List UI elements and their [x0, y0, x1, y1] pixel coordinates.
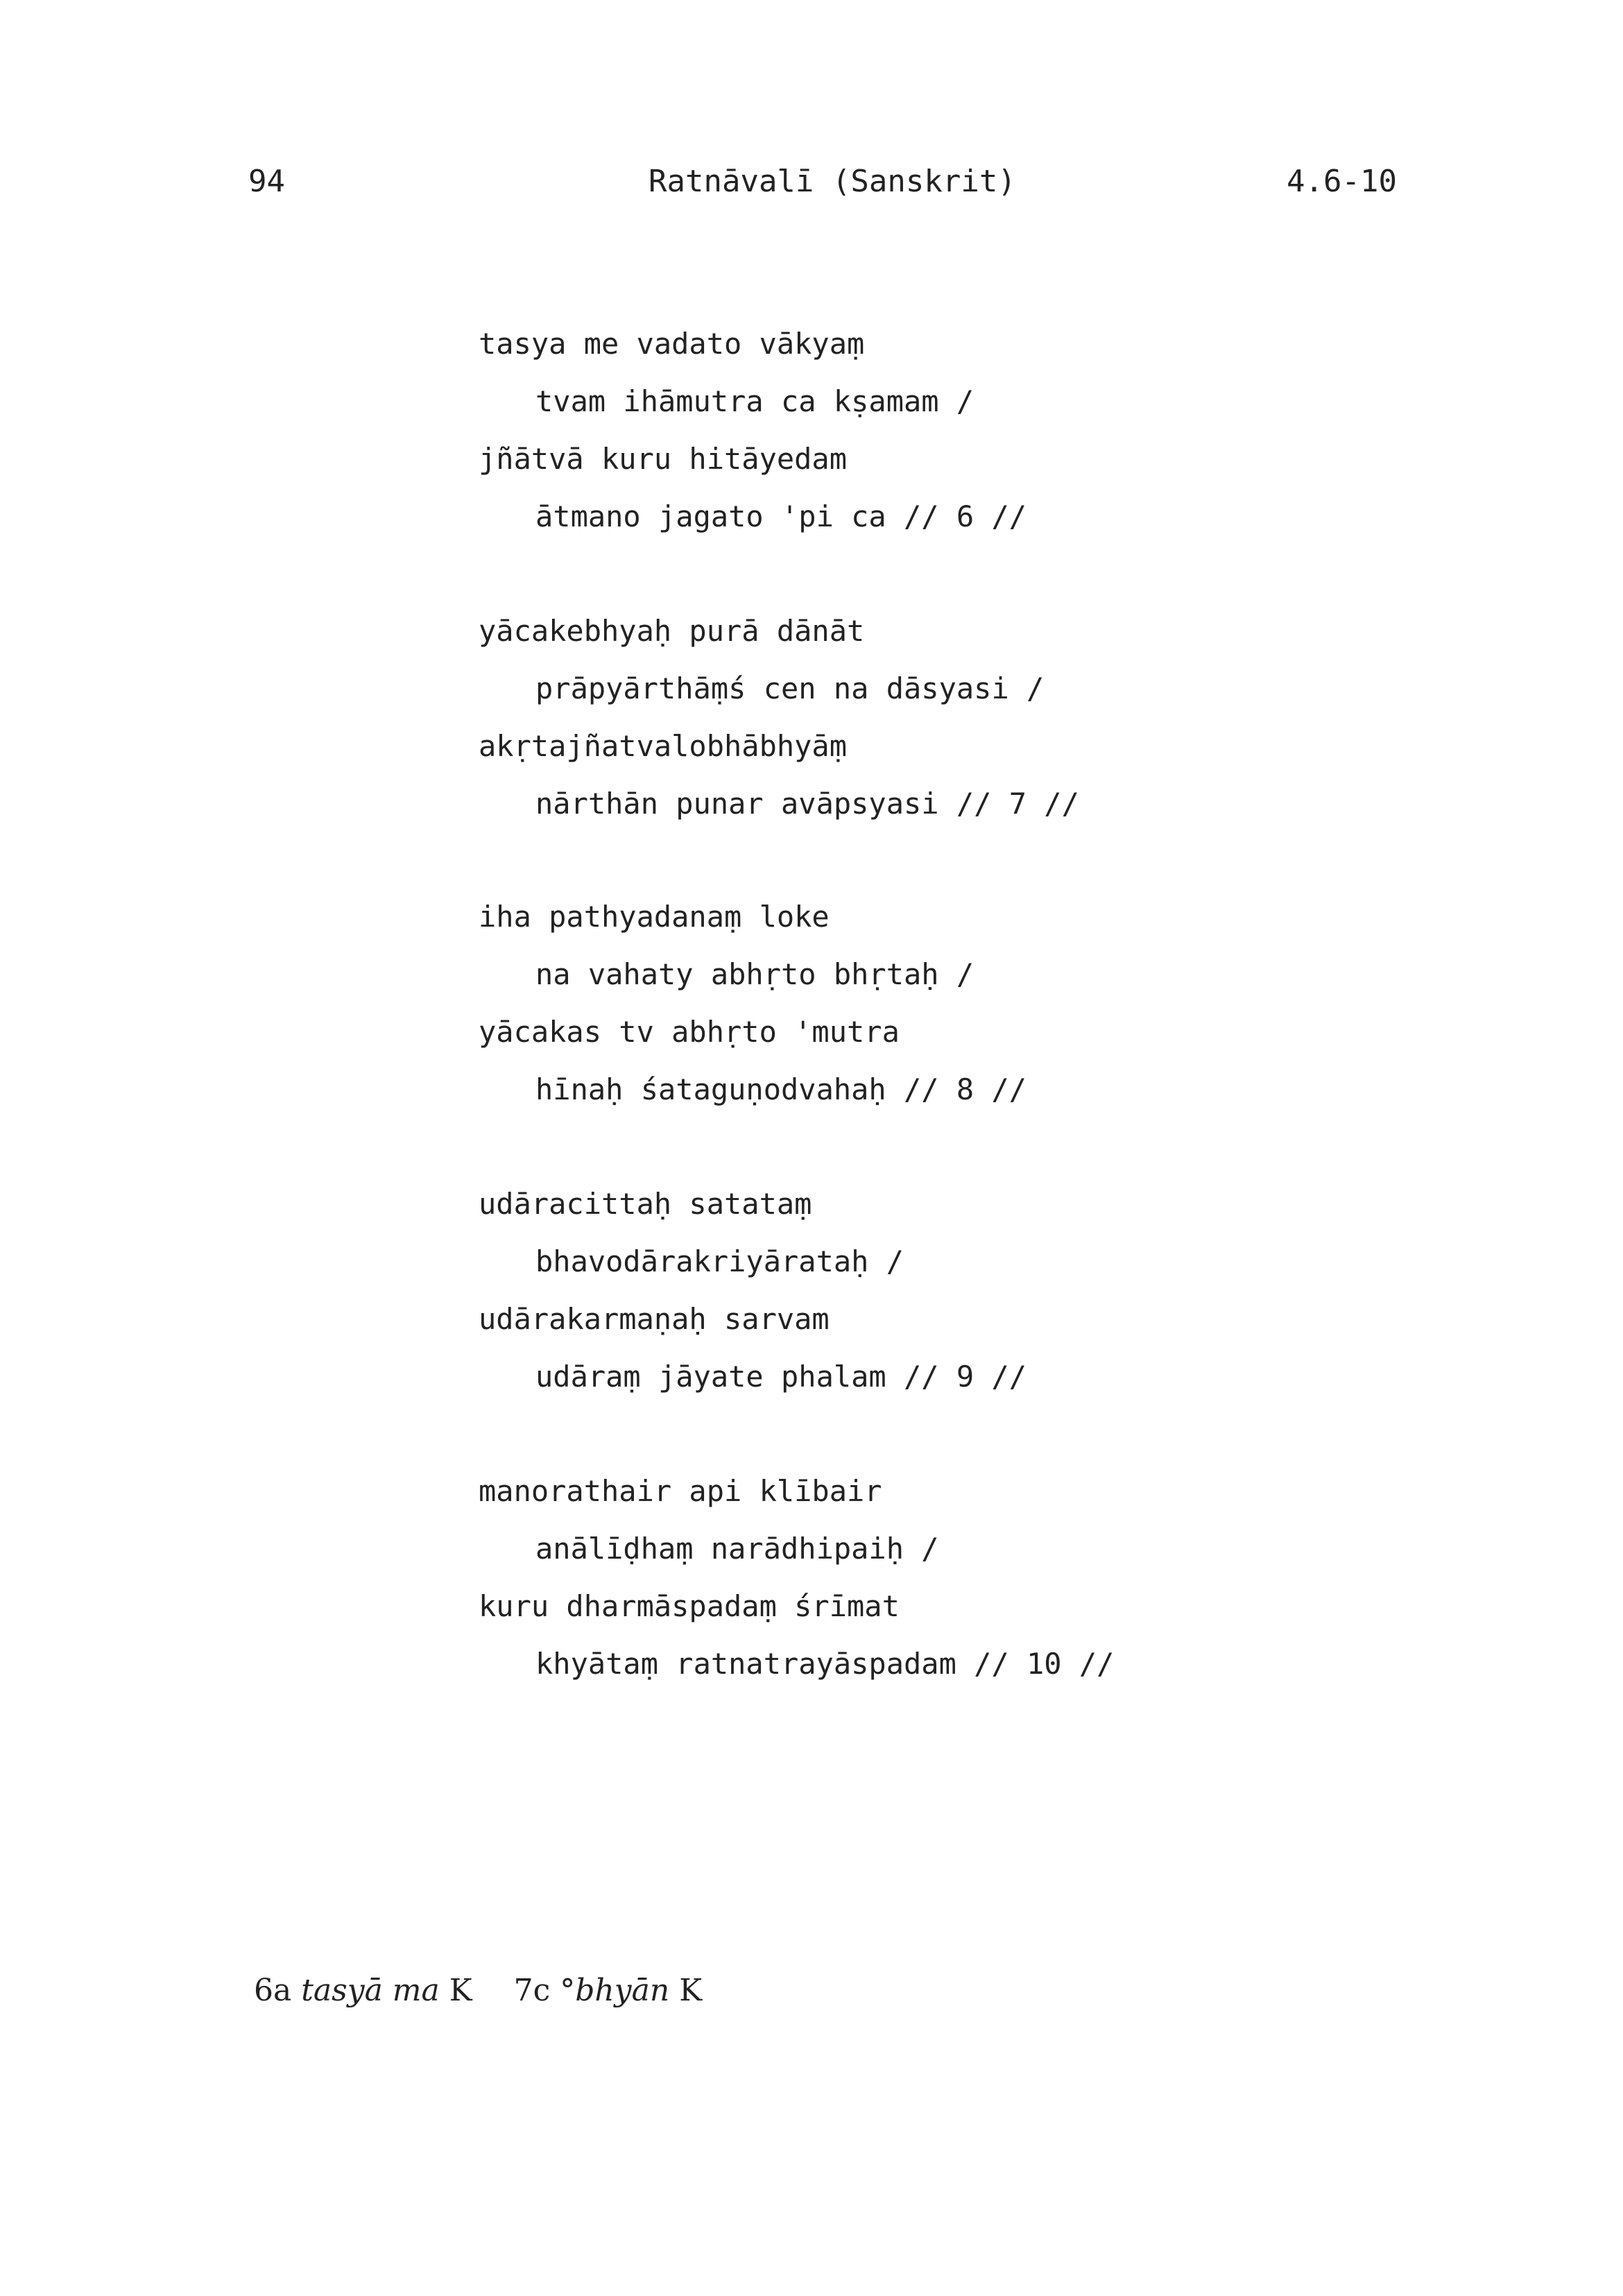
footnote-siglum: K — [449, 1973, 472, 2008]
verse-7 — [479, 610, 1311, 841]
verse-line: akṛtajñatvalobhābhyāṃ — [479, 729, 848, 763]
verse-line: na vahaty abhṛto bhṛtaḥ / — [535, 957, 974, 991]
verse-6 — [479, 323, 1311, 554]
verse-line: ātmano jagato 'pi ca // 6 // — [535, 499, 1027, 533]
verse-line: anālīḍhaṃ narādhipaiḥ / — [535, 1532, 939, 1566]
verse-line: bhavodārakriyārataḥ / — [535, 1244, 904, 1278]
verse-line: iha pathyadanaṃ loke — [479, 900, 830, 934]
running-title: Ratnāvalī (Sanskrit) — [649, 164, 1016, 199]
verse-line: jñātvā kuru hitāyedam — [479, 442, 848, 476]
footnote-ref: 6a — [253, 1973, 292, 2008]
footnote — [254, 1970, 472, 2012]
verse-line: tasya me vadato vākyaṃ — [479, 327, 865, 361]
verse-8 — [479, 896, 1311, 1126]
verse-line: udāraṃ jāyate phalam // 9 // — [535, 1360, 1027, 1394]
verse-line: khyātaṃ ratnatrayāspadam // 10 // — [535, 1647, 1115, 1681]
footnote-lemma: °bhyān — [560, 1973, 670, 2008]
verse-line: tvam ihāmutra ca kṣamam / — [535, 384, 974, 418]
verse-line: hīnaḥ śataguṇodvahaḥ // 8 // — [535, 1072, 1027, 1106]
running-header — [0, 161, 1623, 209]
verse-line: udārakarmaṇaḥ sarvam — [479, 1302, 830, 1336]
verse-line: yācakebhyaḥ purā dānāt — [479, 614, 865, 648]
verse-line: manorathair api klībair — [479, 1474, 882, 1508]
verse-10 — [479, 1471, 1311, 1701]
footnote-ref: 7c — [513, 1973, 551, 2008]
verse-line: udāracittaḥ satataṃ — [479, 1187, 812, 1221]
footnote-lemma: tasyā ma — [301, 1973, 440, 2008]
critical-apparatus — [234, 1928, 744, 2012]
verse-9 — [479, 1183, 1311, 1414]
footnote — [514, 1970, 702, 2012]
section-reference: 4.6-10 — [1287, 164, 1397, 199]
verse-line: prāpyārthāṃś cen na dāsyasi / — [535, 671, 1045, 705]
page-number: 94 — [248, 164, 285, 199]
footnote-siglum: K — [679, 1973, 703, 2008]
verse-line: kuru dharmāspadaṃ śrīmat — [479, 1589, 900, 1623]
verse-line: nārthān punar avāpsyasi // 7 // — [535, 787, 1079, 821]
verse-line: yācakas tv abhṛto 'mutra — [479, 1015, 900, 1049]
